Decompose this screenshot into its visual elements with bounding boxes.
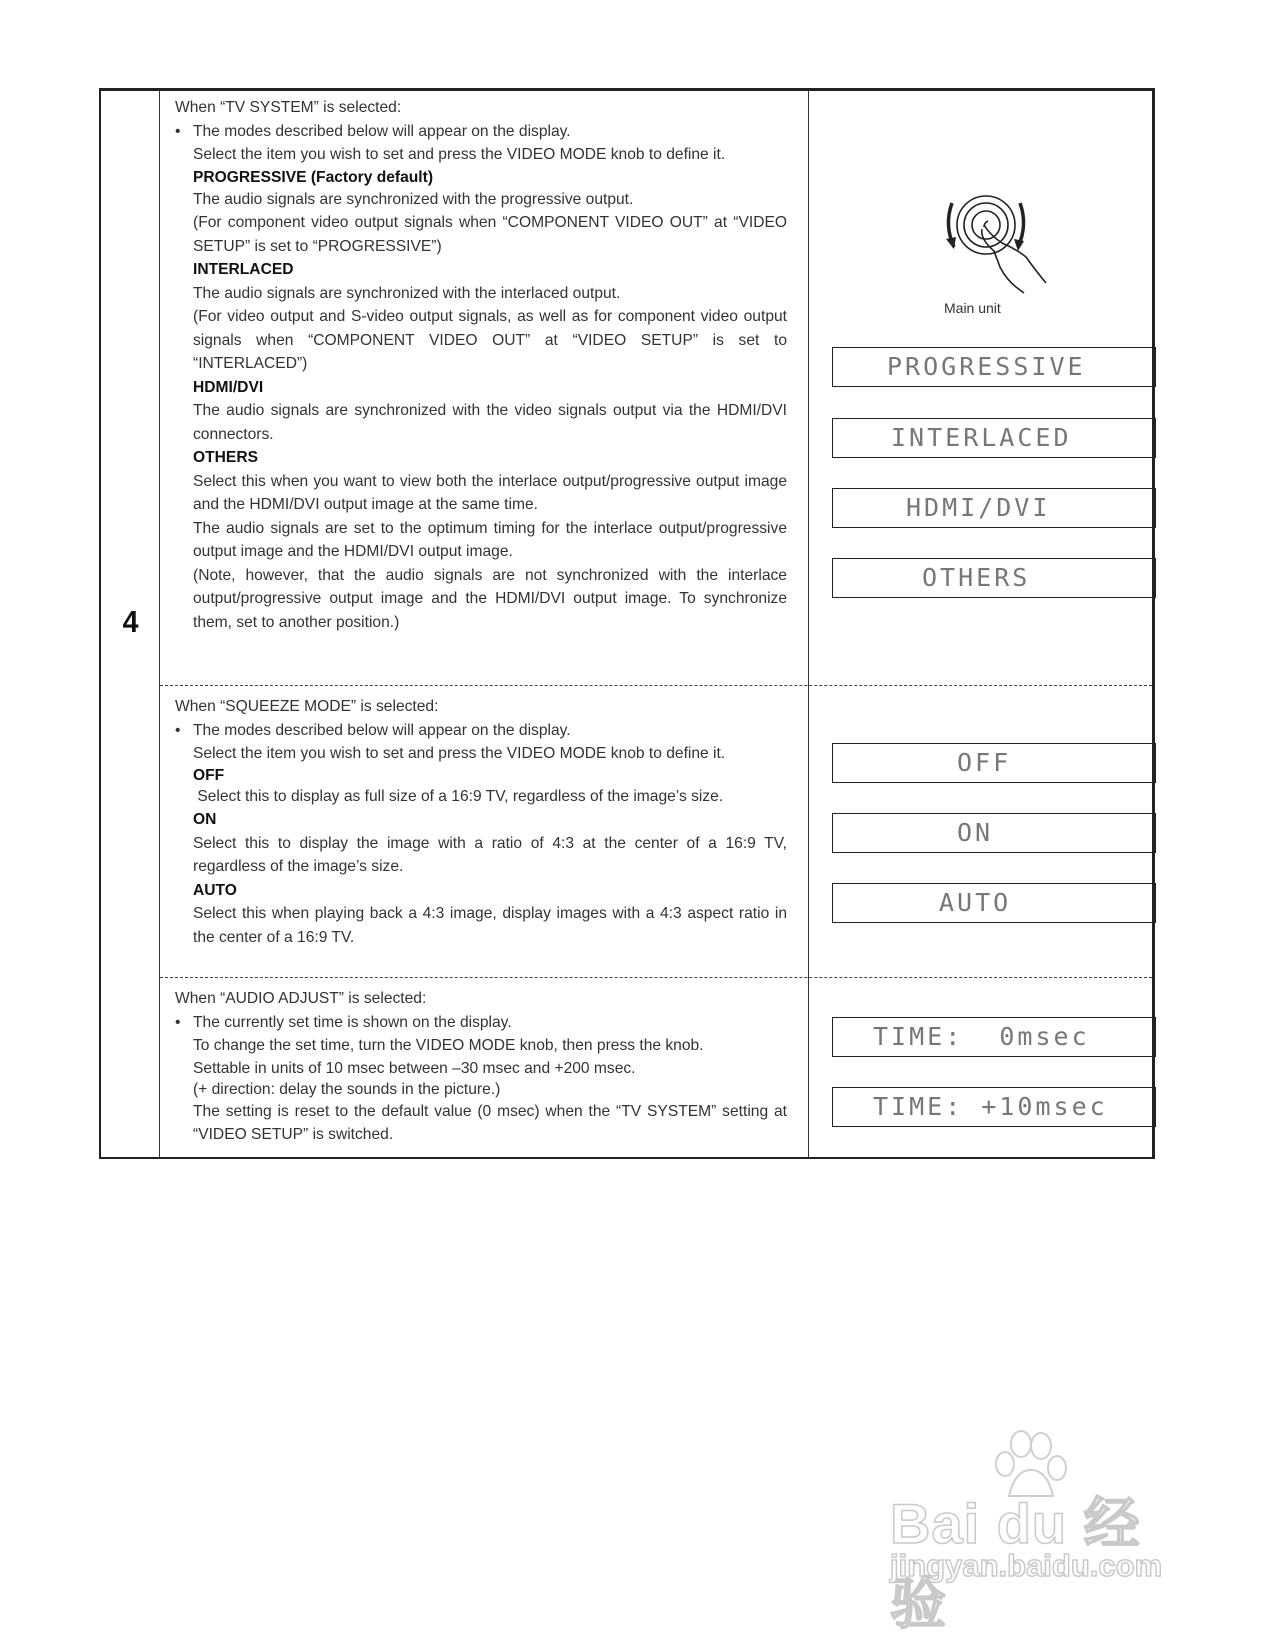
mode-name-progressive: PROGRESSIVE (Factory default) <box>193 168 434 186</box>
adjust-text: (+ direction: delay the sounds in the picture.) <box>193 1080 501 1098</box>
step-number-column <box>101 91 160 1157</box>
mode-desc: Select this to display as full size of a 16:9 TV, regardless of the image’s size. <box>193 787 724 805</box>
mode-name-others: OTHERS <box>193 449 258 466</box>
mode-name-auto: AUTO <box>193 881 237 899</box>
mode-desc: The audio signals are synchronized with the video signals output via the HDMI/DVI connectors. <box>193 402 787 443</box>
mode-desc: Select this when you want to view both the interlace output/progressive output image and the HDMI/DVI output image at the same time. <box>193 472 787 513</box>
settings-table <box>99 88 1155 1159</box>
bullet-text: • The modes described below will appear on the display. <box>175 120 787 144</box>
mode-desc: The audio signals are synchronized with the interlaced output. <box>193 284 621 302</box>
knob-caption: Main unit <box>944 300 1001 316</box>
mode-desc: (Note, however, that the audio signals are not synchronized with the interlace output/progressive output image and the HDMI/DVI output image. To synchronize them, set to another position.) <box>193 566 787 631</box>
lcd-display-interlaced: INTERLACED <box>832 418 1156 458</box>
adjust-text: Settable in units of 10 msec between –30 msec and +200 msec. <box>193 1059 636 1077</box>
mode-desc: (For video output and S-video output signals, as well as for component video output signals when “COMPONENT VIDEO OUT” at “VIDEO SETUP” is set to “INTERLACED”) <box>193 308 787 372</box>
instruction-text: Select the item you wish to set and press the VIDEO MODE knob to define it. <box>193 745 726 762</box>
knob-hand-icon <box>916 187 1076 317</box>
lcd-display-time-10: TIME: +10msec <box>832 1087 1156 1127</box>
lcd-display-progressive: PROGRESSIVE <box>832 347 1156 387</box>
step-number: 4 <box>122 604 139 639</box>
lcd-display-time-0: TIME: 0msec <box>832 1017 1156 1057</box>
mode-desc: The audio signals are set to the optimum timing for the interlace output/progressive output image and the HDMI/DVI output image. <box>193 519 787 560</box>
lcd-display-auto: AUTO <box>832 883 1156 923</box>
tv-system-section <box>175 96 787 634</box>
section-divider <box>160 685 1152 686</box>
mode-desc: (For component video output signals when “COMPONENT VIDEO OUT” at “VIDEO SETUP” is set to “PROGRESSIVE”) <box>193 214 787 255</box>
lcd-display-others: OTHERS <box>832 558 1156 598</box>
audio-adjust-section <box>175 987 787 1147</box>
baidu-watermark <box>890 1430 1190 1635</box>
watermark-url: jingyan.baidu.com <box>890 1548 1163 1583</box>
mode-name-hdmi-dvi: HDMI/DVI <box>193 378 264 396</box>
mode-name-off: OFF <box>193 766 225 784</box>
watermark-logo: Bai du 经验 <box>890 1492 1141 1635</box>
mode-desc: Select this when playing back a 4:3 image, display images with a 4:3 aspect ratio in the center of a 16:9 TV. <box>193 905 787 946</box>
section-divider <box>160 977 1152 978</box>
bullet-text: • The modes described below will appear on the display. <box>175 719 787 743</box>
bullet-text: • The currently set time is shown on the display. <box>175 1011 787 1035</box>
adjust-text: To change the set time, turn the VIDEO MODE knob, then press the knob. <box>193 1037 704 1054</box>
lcd-display-hdmi-dvi: HDMI/DVI <box>832 488 1156 528</box>
squeeze-mode-section <box>175 695 787 949</box>
lcd-display-off: OFF <box>832 743 1156 783</box>
instruction-text: Select the item you wish to set and press the VIDEO MODE knob to define it. <box>193 146 726 163</box>
adjust-text: The setting is reset to the default value (0 msec) when the “TV SYSTEM” setting at “VIDEO SETUP” is switched. <box>193 1102 787 1143</box>
mode-desc: The audio signals are synchronized with the progressive output. <box>193 190 634 208</box>
mode-name-on: ON <box>193 811 217 828</box>
mode-desc: Select this to display the image with a ratio of 4:3 at the center of a 16:9 TV, regardless of the image’s size. <box>193 834 787 875</box>
lcd-display-on: ON <box>832 813 1156 853</box>
section-heading: When “SQUEEZE MODE” is selected: <box>175 698 439 715</box>
section-heading: When “TV SYSTEM” is selected: <box>175 99 402 116</box>
column-divider <box>808 91 809 1157</box>
section-heading: When “AUDIO ADJUST” is selected: <box>175 990 427 1007</box>
mode-name-interlaced: INTERLACED <box>193 261 294 278</box>
